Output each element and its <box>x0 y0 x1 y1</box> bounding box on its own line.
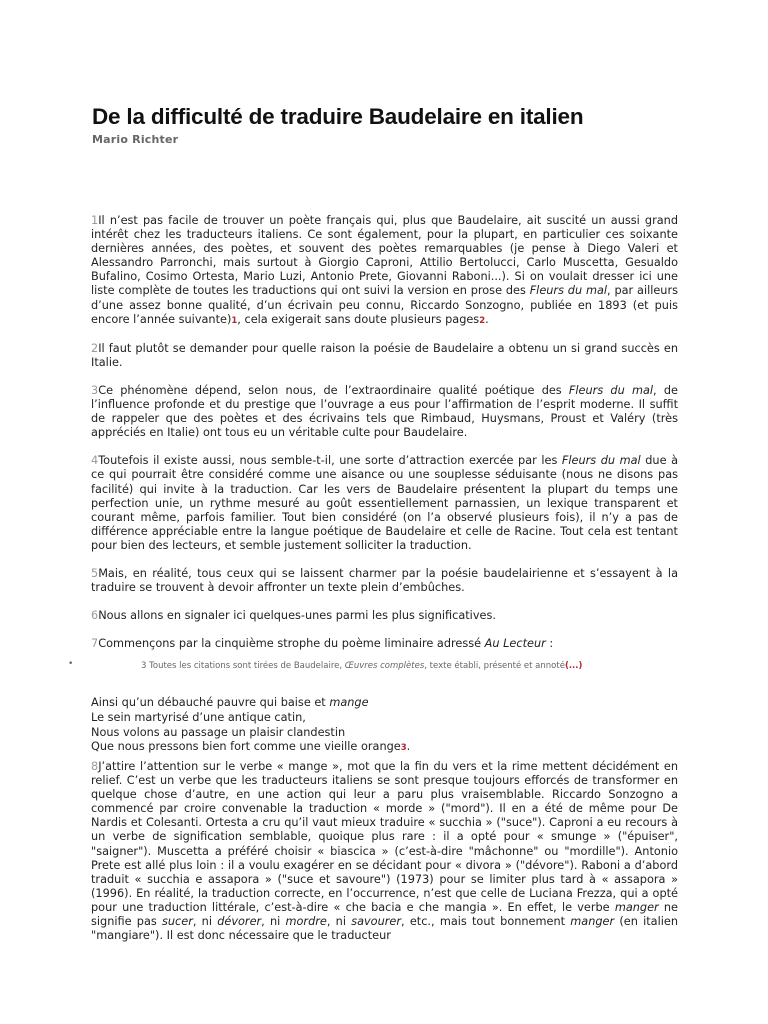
paragraph-text: . <box>485 312 489 326</box>
article-body <box>91 214 678 665</box>
paragraph-text: Commençons par la cinquième strophe du poème liminaire adressé <box>98 637 485 651</box>
italic-title: Fleurs du mal <box>568 383 654 397</box>
poem-line: Le sein martyrisé d’une antique catin, <box>91 710 306 724</box>
poem-line <box>91 696 410 711</box>
paragraph-text: Nous allons en signaler ici quelques-unes parmi les plus significatives. <box>98 609 496 623</box>
footnote-italic: Œuvres complètes <box>344 661 425 671</box>
footnote-preview <box>0 659 768 675</box>
paragraph-4 <box>91 454 678 553</box>
paragraph-1 <box>91 214 678 328</box>
paragraph-5 <box>91 567 678 595</box>
bullet-icon: • <box>68 659 74 669</box>
paragraph-text: : <box>545 637 554 651</box>
paragraph-number: 5 <box>91 566 99 580</box>
italic-word: sucer <box>162 915 193 929</box>
paragraph-text: ne signifie pas <box>91 900 678 929</box>
footnote-text <box>141 661 582 671</box>
footnote-body: , texte établi, présenté et annoté <box>424 661 565 671</box>
paragraph-text: (en italien "mangiare"). Il est donc nécessaire que le traducteur <box>91 915 678 943</box>
footnote-ref-link[interactable]: 1 <box>231 315 238 326</box>
paragraph-text: , de l’influence profonde et du prestige que l’ouvrage a eus pour l’affirmation de l’esprit moderne. Il suffit de rappeler que des poètes et des écrivains tels que Rimbaud, Huysmans, Proust et Valéry (très appréciés en Italie) ont tous eu un véritable culte pour Baudelaire. <box>91 383 678 440</box>
poem-italic: mange <box>329 696 369 709</box>
paragraph-text: Il n’est pas facile de trouver un poète français qui, plus que Baudelaire, ait suscité un aussi grand intérêt chez les traducteurs italiens. Ce sont également, pour la plupart, en particulier ces soixante dernières années, des poètes, et souvent des poètes remarquables (je pense à Diego Valeri et Alessandro Parronchi, mais surtout à Giorgio Caproni, Attilio Bertolucci, Carlo Muscetta, Gesualdo Bufalino, Cosimo Ortesta, Mario Luzi, Antonio Prete, Giovanni Raboni...). Si on voulait dresser ici une liste complète de toutes les traductions qui ont suivi la version en prose des <box>91 214 678 298</box>
author-name: Mario Richter <box>92 133 179 146</box>
paragraph-number: 3 <box>91 383 99 397</box>
paragraph-text: , ni <box>326 915 352 929</box>
paragraph-3 <box>91 384 678 440</box>
poem-text: Que nous pressons bien fort comme une vieille orange <box>91 740 401 754</box>
italic-word: mordre <box>285 915 327 929</box>
paragraph-text: , cela exigerait sans doute plusieurs pages <box>237 312 480 326</box>
paragraph-7 <box>91 637 678 651</box>
paragraph-2 <box>91 342 678 370</box>
poem-line <box>91 740 410 756</box>
italic-word: savourer <box>351 915 401 929</box>
paragraph-text: Toutefois il existe aussi, nous semble-t-il, une sorte d’attraction exercée par les <box>98 454 562 468</box>
footnote-body: Toutes les citations sont tirées de Baudelaire, <box>146 661 345 671</box>
poem-text: Ainsi qu’un débauché pauvre qui baise et <box>91 696 330 709</box>
poem-line: Nous volons au passage un plaisir clandestin <box>91 725 346 739</box>
italic-word: manger <box>614 900 659 914</box>
poem-quote <box>91 696 410 756</box>
paragraph-text: due à ce qui pourrait être considéré comme une aisance ou une souplesse séduisante (nous ne disons pas facilité) qui invite à la traduction. Car les vers de Baudelaire présentent la plupart du temps une perfection unie, un rythme mesuré au goût essentiellement parnassien, un lexique transparent et courant même, parfois familier. Tout bien considéré (on l’a observé plusieurs fois), il n’y a pas de différence appréciable entre la langue poétique de Baudelaire et celle de Racine. Tout cela est tentant pour bien des lecteurs, et semble justement solliciter la traduction. <box>91 454 679 552</box>
italic-title: Au Lecteur <box>484 637 546 651</box>
paragraph-number: 6 <box>91 609 99 623</box>
paragraph-text: J’attire l’attention sur le verbe « mange », mot que la fin du vers et la rime mettent décidément en relief. C’est un verbe que les traducteurs italiens se sont presque toujours efforcés de transformer en quelque chose d’autre, en une action qui leur a paru plus vraisemblable. Riccardo Sonzogno a commencé par croire convenable la traduction « morde » ("mord"). Il en a été de même pour De Nardis et Colesanti. Ortesta a cru qu’il vaut mieux traduire « succhia » ("suce"). Caproni a eu recours à un verbe de signification semblable, quoique plus rare : il a opté pour « smunge » ("épuiser", "saigner"). Muscetta a préféré choisir « biascica » (c’est-à-dire "mâchonne" ou "mordille"). Antonio Prete est allé plus loin : il a voulu exagérer en se décidant pour « divora » ("dévore"). Raboni a d’abord traduit « succhia e assapora » ("suce et savoure") (1973) pour se limiter plus tard à « assapora » (1996). En réalité, la traduction correcte, en l’occurrence, n’est que celle de Luciana Frezza, qui a opté pour une traduction littérale, c’est-à-dire « che bacia e che mangia ». En effet, le verbe <box>91 760 678 914</box>
paragraph-number: 7 <box>91 637 99 651</box>
paragraph-text: , ni <box>261 915 286 929</box>
italic-title: Fleurs du mal <box>529 284 608 298</box>
footnote-number: 3 <box>141 661 147 671</box>
article-body-continued <box>91 760 678 943</box>
paragraph-8 <box>91 760 678 943</box>
article-title: De la difficulté de traduire Baudelaire en italien <box>92 104 584 129</box>
paragraph-text: Il faut plutôt se demander pour quelle raison la poésie de Baudelaire a obtenu un si grand succès en Italie. <box>91 341 678 369</box>
footnote-ref-link[interactable]: 3 <box>400 743 407 754</box>
paragraph-number: 8 <box>91 760 99 773</box>
italic-word: dévorer <box>217 915 262 929</box>
italic-word: manger <box>570 915 615 929</box>
paragraph-number: 2 <box>91 341 99 355</box>
paragraph-text: Ce phénomène dépend, selon nous, de l’extraordinaire qualité poétique des <box>98 383 569 397</box>
italic-title: Fleurs du mal <box>561 454 641 468</box>
paragraph-6 <box>91 609 678 623</box>
paragraph-text: , ni <box>192 915 218 929</box>
paragraph-text: , par ailleurs d’une assez bonne qualité, d’un écrivain peu connu, Riccardo Sonzogno, publiée en 1893 (et puis encore l’année suivante) <box>91 284 678 326</box>
paragraph-number: 1 <box>91 214 99 227</box>
paragraph-text: , etc., mais tout bonnement <box>401 915 571 929</box>
footnote-more-link[interactable]: (...) <box>564 661 583 671</box>
poem-text: . <box>406 740 411 754</box>
paragraph-number: 4 <box>91 454 99 468</box>
paragraph-text: Mais, en réalité, tous ceux qui se laissent charmer par la poésie baudelairienne et s’essayent à la traduire se trouvent à devoir affronter un texte plein d’embûches. <box>91 566 678 595</box>
footnote-ref-link[interactable]: 2 <box>479 315 486 326</box>
